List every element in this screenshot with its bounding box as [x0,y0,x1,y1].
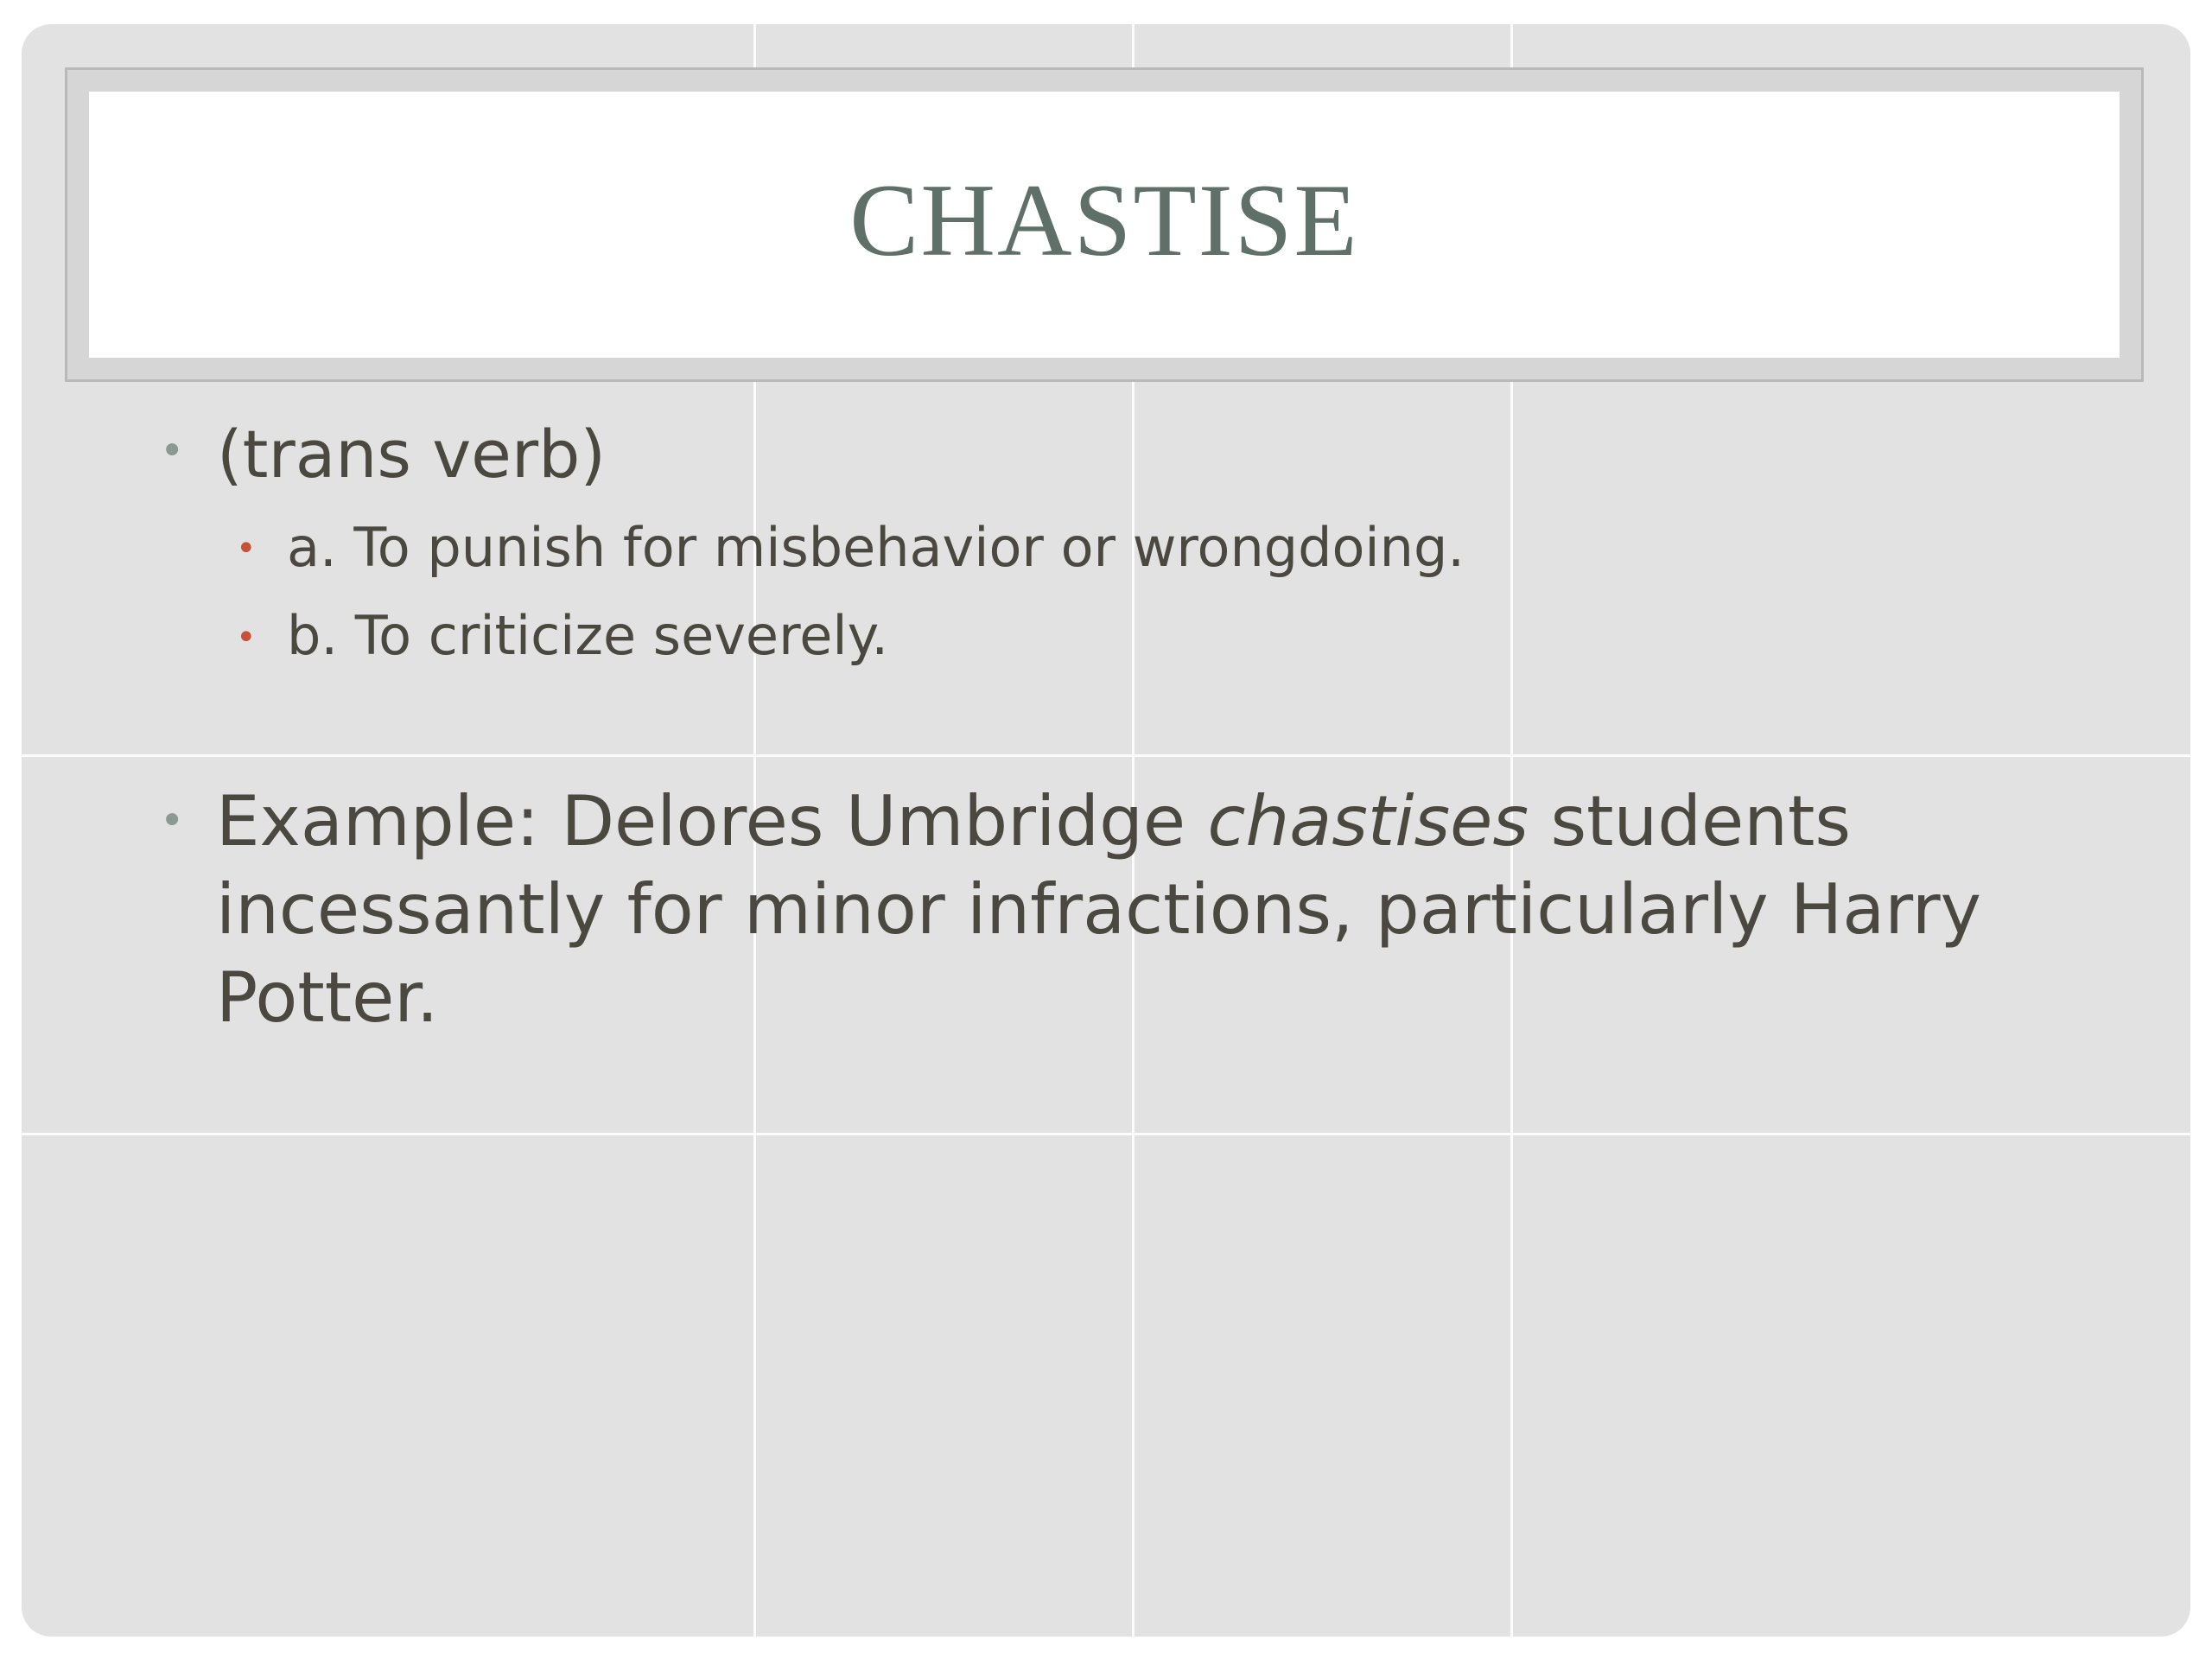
example-emphasis: chastises [1207,781,1529,861]
sub-bullet-dot: • [236,618,257,658]
slide-title: CHASTISE [849,162,1359,277]
example-sentence [216,778,2100,1042]
grid-line [22,1133,2190,1135]
definition-a: a. To punish for misbehavior or wrongdoing. [287,516,1465,579]
slide [22,24,2190,1637]
grid-line [22,754,2190,757]
definition-b: b. To criticize severely. [287,604,889,667]
example-suffix: students incessantly for minor infractions, particularly Harry Potter. [216,781,1981,1038]
sub-bullet-dot: • [236,529,257,569]
bullet-dot: • [160,427,185,475]
definition-label: (trans verb) [217,416,607,493]
bullet-dot: • [160,797,185,845]
example-prefix: Example: Delores Umbridge [216,781,1208,861]
title-frame [65,67,2144,382]
title-box [89,92,2120,358]
